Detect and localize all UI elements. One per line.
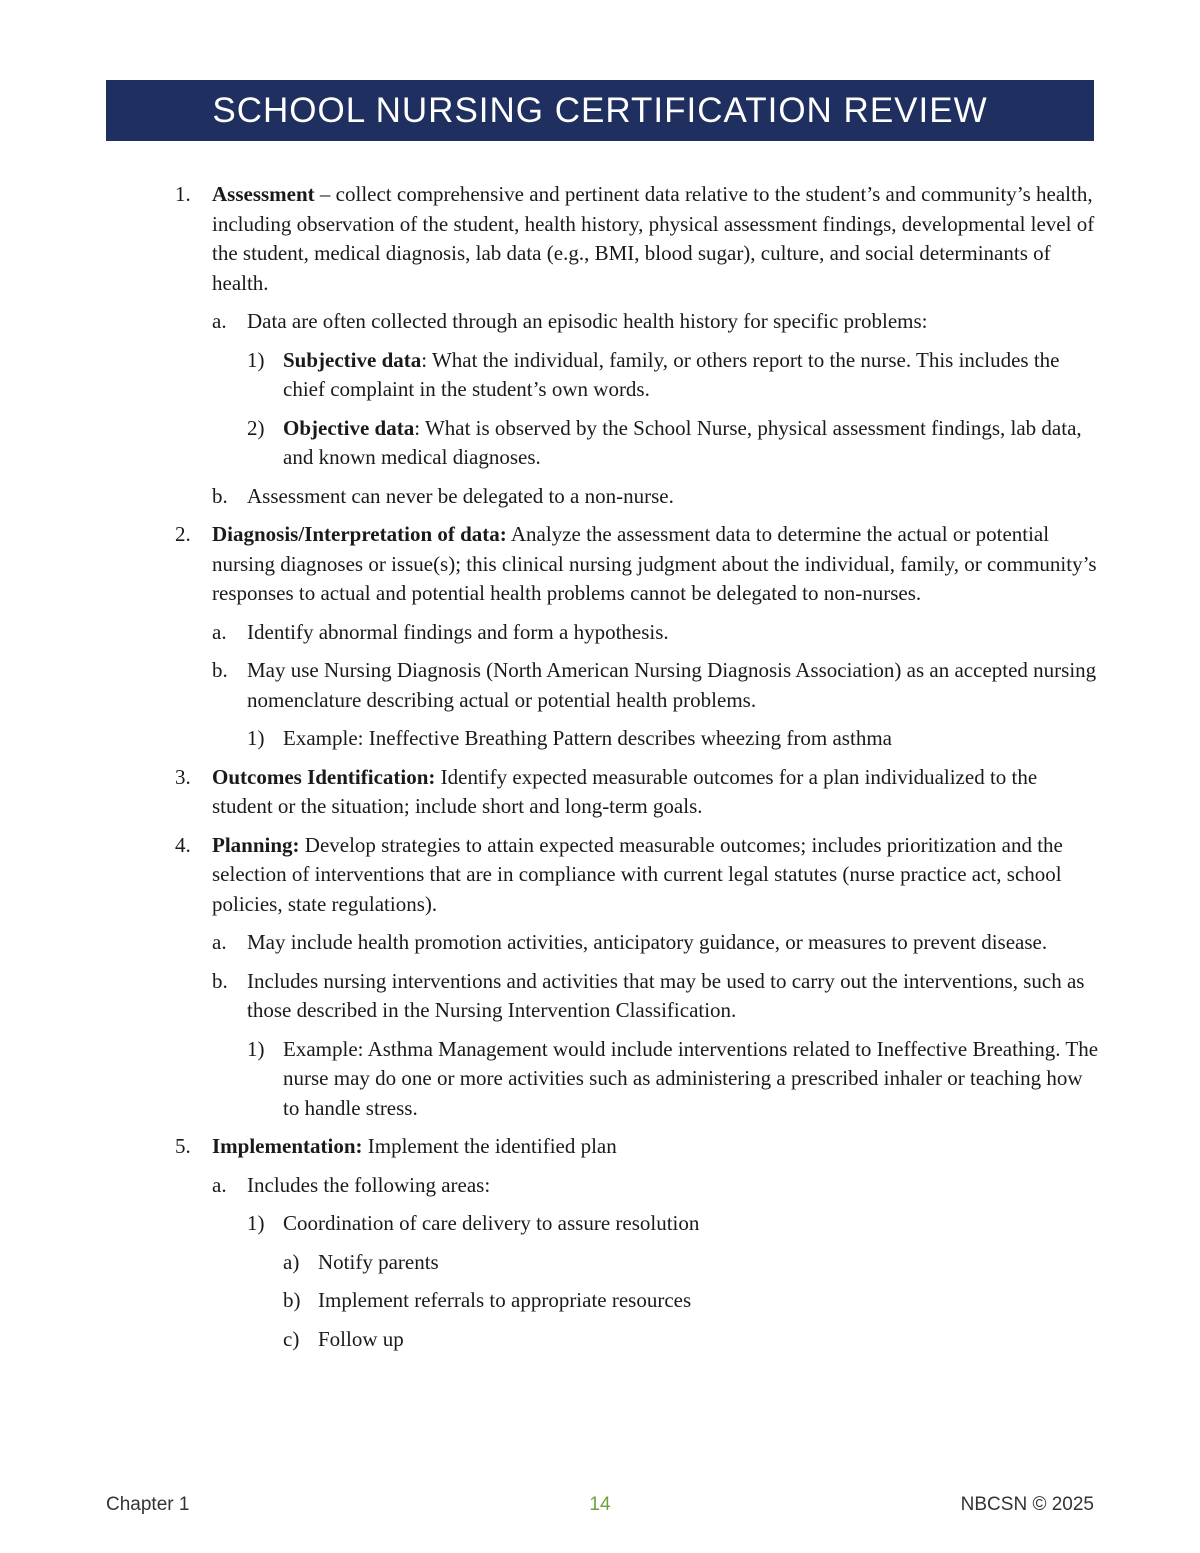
list-marker: b)	[283, 1288, 301, 1312]
list-item-text: May use Nursing Diagnosis (North American Nursing Diagnosis Association) as an accepted nursing nomenclature describing actual or potential health problems.	[247, 658, 1097, 712]
list-marker: 2)	[247, 415, 265, 440]
list-item	[212, 656, 1100, 715]
page-number: 14	[589, 1494, 611, 1515]
term: Diagnosis/Interpretation of data:	[212, 522, 507, 546]
list-marker: 4.	[175, 832, 191, 857]
list-item-text	[283, 346, 1100, 405]
list-item-implementation	[175, 1132, 1100, 1162]
description: : What is observed by the School Nurse, physical assessment findings, lab data, and known medical diagnoses.	[283, 415, 1082, 469]
description: Identify expected measurable outcomes for a plan individualized to the student or the situation; include short and long-term goals.	[212, 764, 1038, 818]
list-item-text: Coordination of care delivery to assure resolution	[283, 1211, 700, 1235]
list-item	[283, 1286, 1100, 1316]
list-marker: 1.	[175, 182, 191, 206]
list-item-text	[283, 414, 1100, 473]
term: Outcomes Identification:	[212, 764, 436, 789]
list-item-text: Example: Asthma Management would include interventions related to Ineffective Breathing. The nurse may do one or more activities such as administering a prescribed inhaler or teaching how to handle stress.	[283, 1036, 1099, 1120]
list-marker: b.	[212, 483, 228, 508]
list-item	[212, 307, 1100, 337]
list-marker: 1)	[247, 1211, 265, 1235]
term: Assessment	[212, 182, 315, 206]
footer-chapter: Chapter 1	[106, 1494, 190, 1515]
list-item	[212, 928, 1100, 958]
description: Analyze the assessment data to determine the actual or potential nursing diagnoses or issue(s); this clinical nursing judgment about the individual, family, or community’s responses to actual and potential health problems cannot be delegated to non-nurses.	[212, 522, 1097, 605]
list-item-text	[212, 520, 1100, 609]
list-item-text	[212, 763, 1100, 822]
list-item-subjective-data	[247, 346, 1100, 405]
list-item-text: Follow up	[318, 1326, 404, 1351]
list-item-objective-data	[247, 414, 1100, 473]
list-item-text	[212, 831, 1100, 920]
term: Objective data	[283, 415, 415, 440]
list-item-outcomes-identification	[175, 763, 1100, 822]
list-marker: 1)	[247, 1036, 265, 1061]
list-item-text	[212, 1132, 1100, 1162]
list-item-text	[212, 180, 1100, 298]
list-item-text: Identify abnormal findings and form a hypothesis.	[247, 619, 669, 644]
term: Implementation:	[212, 1134, 363, 1158]
list-marker: a)	[283, 1249, 300, 1274]
list-item	[247, 1035, 1100, 1124]
description: Implement the identified plan	[362, 1134, 617, 1158]
list-marker: b.	[212, 968, 228, 993]
list-item	[212, 618, 1100, 648]
list-item-planning	[175, 831, 1100, 920]
document-body	[175, 180, 1100, 1363]
list-item	[247, 1209, 1100, 1239]
list-marker: c)	[283, 1326, 300, 1351]
list-item	[283, 1248, 1100, 1278]
term: Subjective data	[283, 347, 422, 372]
list-item-diagnosis	[175, 520, 1100, 609]
list-item	[212, 967, 1100, 1026]
list-item	[212, 1171, 1100, 1201]
list-item-text: Assessment can never be delegated to a non-nurse.	[247, 483, 674, 508]
header-banner	[106, 80, 1094, 141]
list-item	[283, 1325, 1100, 1355]
list-item-text: May include health promotion activities, anticipatory guidance, or measures to prevent disease.	[247, 930, 1048, 954]
footer-copyright: NBCSN © 2025	[960, 1494, 1094, 1515]
list-marker: 1)	[247, 347, 265, 372]
term: Planning:	[212, 832, 300, 857]
list-marker: 1)	[247, 726, 265, 750]
description: Develop strategies to attain expected measurable outcomes; includes prioritization and the selection of interventions that are in compliance with current legal statutes (nurse practice act, school policies, state regulations).	[212, 832, 1063, 916]
list-item-assessment	[175, 180, 1100, 298]
page-title: SCHOOL NURSING CERTIFICATION REVIEW	[212, 90, 988, 130]
list-item-text: Example: Ineffective Breathing Pattern describes wheezing from asthma	[283, 726, 892, 750]
list-marker: 2.	[175, 522, 191, 546]
list-marker: 3.	[175, 764, 191, 789]
list-item-text: Includes nursing interventions and activities that may be used to carry out the interventions, such as those described in the Nursing Intervention Classification.	[247, 968, 1085, 1022]
list-marker: 5.	[175, 1134, 191, 1158]
list-marker: a.	[212, 1172, 227, 1197]
list-item-text: Data are often collected through an episodic health history for specific problems:	[247, 309, 928, 333]
list-item	[247, 724, 1100, 754]
list-marker: b.	[212, 658, 228, 682]
list-marker: a.	[212, 930, 227, 954]
list-item-text: Includes the following areas:	[247, 1172, 491, 1197]
list-marker: a.	[212, 619, 227, 644]
list-item-text: Notify parents	[318, 1249, 439, 1274]
description: – collect comprehensive and pertinent data relative to the student’s and community’s health, including observation of the student, health history, physical assessment findings, developmental level of the student, medical diagnosis, lab data (e.g., BMI, blood sugar), culture, and social determinants of health.	[212, 182, 1095, 295]
list-item-text: Implement referrals to appropriate resources	[318, 1288, 692, 1312]
list-item	[212, 482, 1100, 512]
description: : What the individual, family, or others report to the nurse. This includes the chief complaint in the student’s own words.	[283, 347, 1060, 401]
list-marker: a.	[212, 309, 227, 333]
